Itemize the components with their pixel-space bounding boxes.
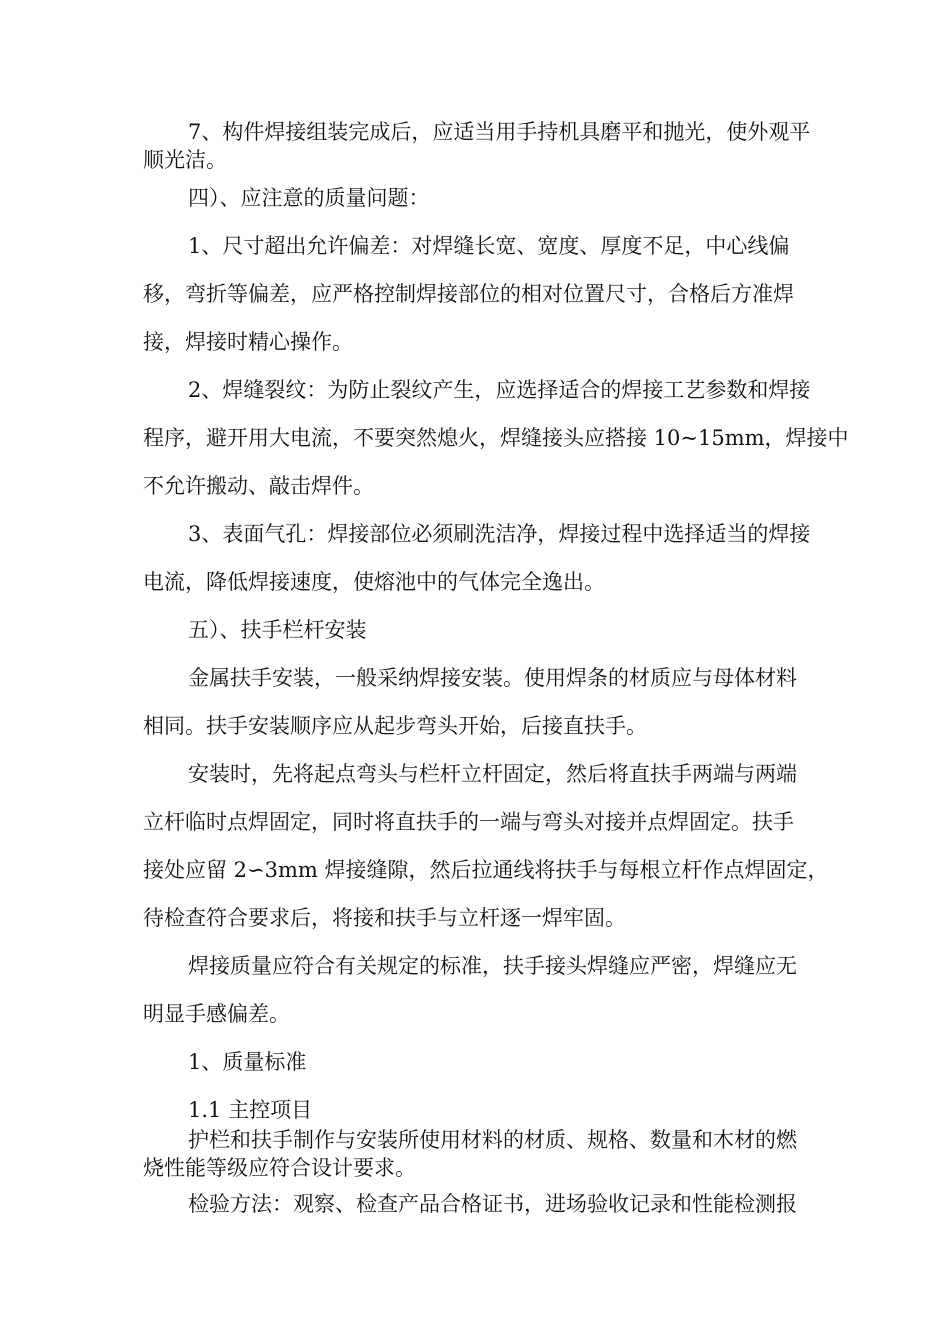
text-line: 检验方法：观察、检查产品合格证书，进场验收记录和性能检测报 [188, 1192, 797, 1216]
text-line: 1.1 主控项目 [188, 1098, 313, 1122]
text-line: 顺光洁。 [143, 148, 227, 172]
text-line: 五）、扶手栏杆安装 [188, 618, 367, 642]
text-line: 四）、应注意的质量问题： [188, 186, 430, 210]
text-line: 移，弯折等偏差，应严格控制焊接部位的相对位置尺寸，合格后方准焊 [143, 282, 794, 306]
text-line: 程序，避开用大电流，不要突然熄火，焊缝接头应搭接 10~15mm，焊接中 [143, 426, 849, 450]
text-line: 电流，降低焊接速度，使熔池中的气体完全逸出。 [143, 570, 605, 594]
text-line: 3、表面气孔：焊接部位必须刷洗洁净，焊接过程中选择适当的焊接 [188, 522, 811, 546]
text-line: 1、尺寸超出允许偏差：对焊缝长宽、宽度、厚度不足，中心线偏 [188, 234, 790, 258]
text-line: 护栏和扶手制作与安装所使用材料的材质、规格、数量和木材的燃 [188, 1128, 797, 1152]
text-line: 2、焊缝裂纹：为防止裂纹产生，应选择适合的焊接工艺参数和焊接 [188, 378, 811, 402]
text-line: 烧性能等级应符合设计要求。 [143, 1156, 416, 1180]
text-line: 接处应留 2∽3mm 焊接缝隙，然后拉通线将扶手与每根立杆作点焊固定， [143, 858, 829, 882]
text-line: 不允许搬动、敲击焊件。 [143, 474, 374, 498]
text-line: 7、构件焊接组装完成后，应适当用手持机具磨平和抛光，使外观平 [188, 120, 811, 144]
text-line: 安装时，先将起点弯头与栏杆立杆固定，然后将直扶手两端与两端 [188, 762, 797, 786]
text-line: 接，焊接时精心操作。 [143, 330, 353, 354]
text-line: 明显手感偏差。 [143, 1002, 290, 1026]
text-line: 待检查符合要求后，将接和扶手与立杆逐一焊牢固。 [143, 906, 626, 930]
text-line: 1、质量标准 [188, 1050, 307, 1074]
text-line: 金属扶手安装，一般采纳焊接安装。使用焊条的材质应与母体材料 [188, 666, 797, 690]
text-line: 焊接质量应符合有关规定的标准，扶手接头焊缝应严密，焊缝应无 [188, 954, 797, 978]
text-line: 立杆临时点焊固定，同时将直扶手的一端与弯头对接并点焊固定。扶手 [143, 810, 794, 834]
text-line: 相同。扶手安装顺序应从起步弯头开始，后接直扶手。 [143, 714, 647, 738]
